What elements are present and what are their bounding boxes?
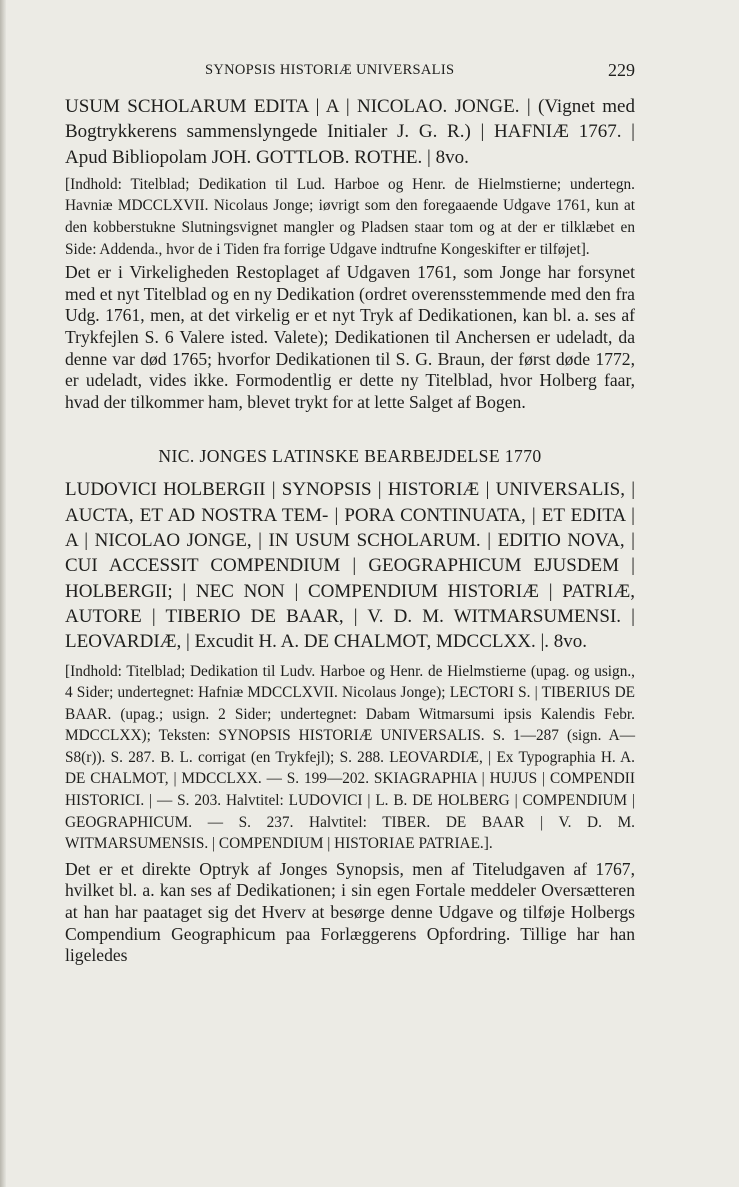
entry1-body: Det er i Virkeligheden Restoplaget af Udgaven 1761, som Jonge har forsynet med et nyt Titelblad og en ny Dedikation (ordret overensstemmende med den fra Udg. 1761, men, at det virkelig er et nyt Tryk af Dedikationen, kan bl. a. ses af Trykfejlen S. 6 Valere isted. Valete); Dedikationen til Anchersen er udeladt, da denne var død 1765; hvorfor Dedikationen til S. G. Braun, der først døde 1772, er udeladt, vides ikke. Formodentlig er dette ny Titelblad, hvor Holberg faar, hvad der tilkommer ham, blevet trykt for at lette Salget af Bogen.	[65, 262, 635, 412]
running-head: SYNOPSIS HISTORIÆ UNIVERSALIS	[205, 62, 455, 78]
page-edge-shadow	[0, 0, 6, 1187]
section-title: LUDOVICI HOLBERGII | SYNOPSIS | HISTORIÆ | UNIVERSALIS, | AUCTA, ET AD NOSTRA TEM- | PORA CONTINUATA, | ET EDITA | A | NICOLAO JONGE, | IN USUM SCHOLARUM. | EDITIO NOVA, | CUI ACCESSIT COMPENDIUM | GEOGRAPHICUM EJUSDEM | HOLBERGII; | NEC NON | COMPENDIUM HISTORIÆ | PATRIÆ, AUTORE | TIBERIO DE BAAR, | V. D. M. WITMARSUMENSI. | LEOVARDIÆ, | Excudit H. A. DE CHALMOT, MDCCLXX. |. 8vo.	[65, 479, 635, 653]
entry1-title: USUM SCHOLARUM EDITA | A | NICOLAO. JONGE. | (Vignet med Bogtrykkerens sammenslyngede Initialer J. G. R.) | HAFNIÆ 1767. | Apud Bibliopolam JOH. GOTTLOB. ROTHE. | 8vo.	[65, 96, 635, 168]
section-heading: NIC. JONGES LATINSKE BEARBEJDELSE 1770	[158, 446, 542, 467]
section-body: Det er et direkte Optryk af Jonges Synopsis, men af Titeludgaven af 1767, hvilket bl. a. kan ses af Dedikationen; i sin egen Fortale meddeler Oversætteren at han har paataget sig det Hverv at besørge denne Udgave og tilføje Holbergs Compendium Geographicum paa Forlæggerens Opfordring. Tillige har han ligeledes	[65, 858, 635, 966]
page-number: 229	[608, 60, 635, 80]
page-content	[65, 94, 635, 967]
entry1-note: [Indhold: Titelblad; Dedikation til Lud. Harboe og Henr. de Hielmstierne; undertegn. Havniæ MDCCLXVII. Nicolaus Jonge; iøvrigt som den foregaaende Udgave 1761, kun at den kobberstukne Slutningsvignet mangler og Pladsen staar tom og at der er tilklæbet en Side: Addenda., hvor de i Tiden fra forrige Udgave indtrufne Kongeskifter er tilføjet].	[65, 175, 635, 258]
section-note: [Indhold: Titelblad; Dedikation til Ludv. Harboe og Henr. de Hielmstierne (upag. og usign., 4 Sider; undertegnet: Hafniæ MDCCLXVII. Nicolaus Jonge); LECTORI S. | TIBERIUS DE BAAR. (upag.; usign. 2 Sider; undertegnet: Dabam Witmarsumi ipsis Kalendis Febr. MDCCLXX); Teksten: SYNOPSIS HISTORIÆ UNIVERSALIS. S. 1—287 (sign. A—S8(r)). S. 287. B. L. corrigat (en Trykfejl); S. 288. LEOVARDIÆ, | Ex Typographia H. A. DE CHALMOT, | MDCCLXX. — S. 199—202. SKIAGRAPHIA | HUJUS | COMPENDII HISTORICI. | — S. 203. Halvtitel: LUDOVICI | L. B. DE HOLBERG | COMPENDIUM | GEOGRAPHICUM. — S. 237. Halvtitel: TIBER. DE BAAR | V. D. M. WITMARSUMENSIS. | COMPENDIUM | HISTORIAE PATRIAE.].	[65, 662, 635, 853]
page-header	[65, 60, 635, 84]
